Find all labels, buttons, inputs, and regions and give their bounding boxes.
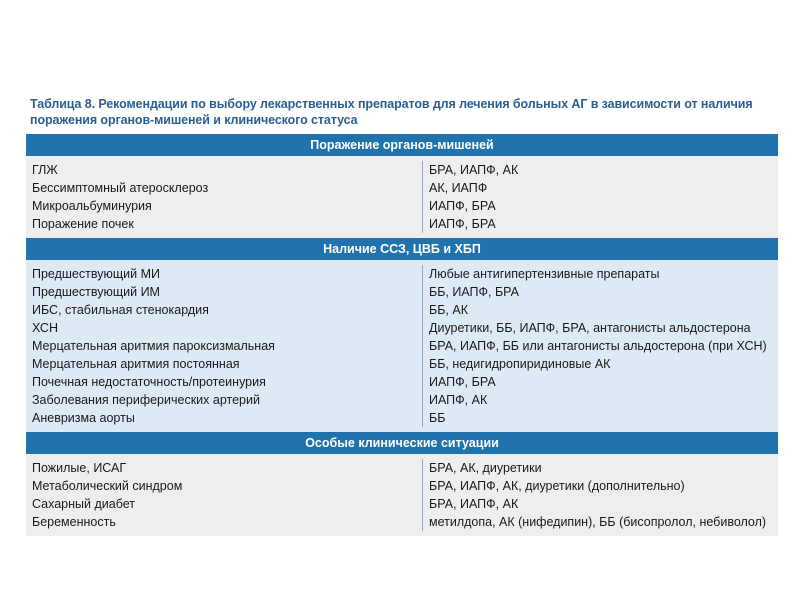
drugs-cell: БРА, ИАПФ, АК, диуретики (дополнительно) (429, 479, 685, 493)
drugs-cell: ИАПФ, БРА (429, 199, 496, 213)
section-body-cvd-ckd (26, 260, 778, 432)
conditions-column (26, 265, 423, 427)
section-header-target-organs: Поражение органов-мишеней (26, 134, 778, 156)
drugs-cell: Любые антигипертензивные препараты (429, 267, 660, 281)
drugs-cell: ББ, ИАПФ, БРА (429, 285, 520, 299)
condition-cell: Предшествующий ИМ (32, 285, 160, 299)
table-title-line-1: Таблица 8. Рекомендации по выбору лекарственных препаратов для лечения больных АГ в зависимости от наличия (30, 97, 753, 111)
drugs-cell: ББ, АК (429, 303, 468, 317)
condition-cell: Аневризма аорты (32, 411, 135, 425)
condition-cell: Почечная недостаточность/протеинурия (32, 375, 266, 389)
section-header-special-situations: Особые клинические ситуации (26, 432, 778, 454)
condition-cell: ИБС, стабильная стенокардия (32, 303, 209, 317)
drugs-cell: БРА, АК, диуретики (429, 461, 542, 475)
conditions-column (26, 161, 423, 233)
section-header-cvd-ckd: Наличие ССЗ, ЦВБ и ХБП (26, 238, 778, 260)
drugs-cell: Диуретики, ББ, ИАПФ, БРА, антагонисты альдостерона (429, 321, 751, 335)
section-body-special-situations (26, 454, 778, 536)
drugs-cell: ИАПФ, АК (429, 393, 488, 407)
condition-cell: ГЛЖ (32, 163, 58, 177)
condition-cell: Метаболический синдром (32, 479, 183, 493)
condition-cell: Поражение почек (32, 217, 134, 231)
drugs-column (423, 459, 778, 531)
condition-cell: Предшествующий МИ (32, 267, 160, 281)
drugs-column (423, 265, 778, 427)
drugs-column (423, 161, 778, 233)
drugs-cell: ИАПФ, БРА (429, 375, 496, 389)
condition-cell: Пожилые, ИСАГ (32, 461, 127, 475)
drugs-cell: БРА, ИАПФ, ББ или антагонисты альдостерона (при ХСН) (429, 339, 767, 353)
condition-cell: Мерцательная аритмия пароксизмальная (32, 339, 275, 353)
drugs-cell: ББ (429, 411, 446, 425)
condition-cell: Заболевания периферических артерий (32, 393, 260, 407)
section-body-target-organs (26, 156, 778, 238)
condition-cell: Сахарный диабет (32, 497, 135, 511)
drugs-cell: ББ, недигидропиридиновые АК (429, 357, 611, 371)
drugs-cell: ИАПФ, БРА (429, 217, 496, 231)
drugs-cell: метилдопа, АК (нифедипин), ББ (бисопролол, небиволол) (429, 515, 767, 529)
condition-cell: Бессимптомный атеросклероз (32, 181, 209, 195)
drugs-cell: АК, ИАПФ (429, 181, 488, 195)
table-title (30, 96, 778, 128)
condition-cell: Беременность (32, 515, 116, 529)
recommendation-table (26, 96, 778, 536)
conditions-column (26, 459, 423, 531)
drugs-cell: БРА, ИАПФ, АК (429, 163, 519, 177)
table-title-line-2: поражения органов-мишеней и клинического статуса (30, 113, 358, 127)
drugs-cell: БРА, ИАПФ, АК (429, 497, 519, 511)
condition-cell: Микроальбуминурия (32, 199, 152, 213)
condition-cell: ХСН (32, 321, 58, 335)
condition-cell: Мерцательная аритмия постоянная (32, 357, 240, 371)
